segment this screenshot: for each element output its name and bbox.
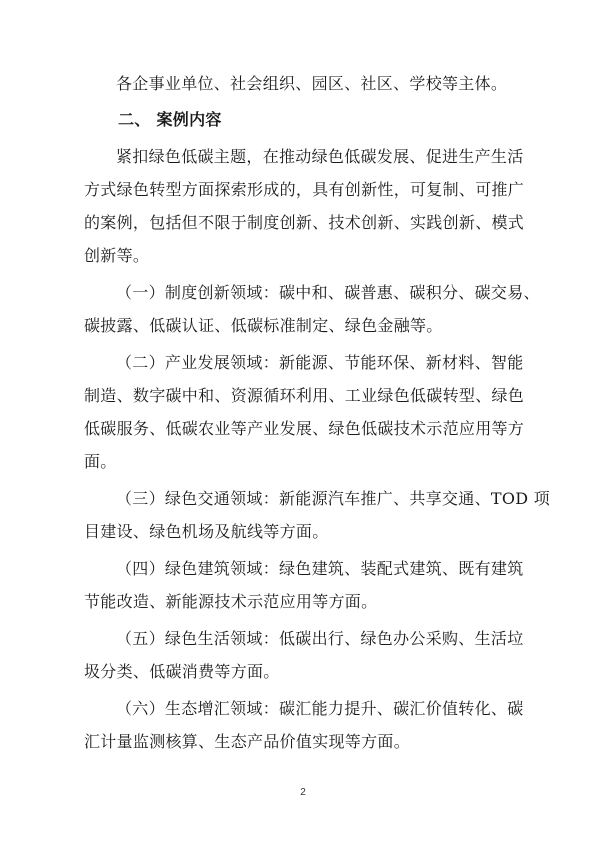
paragraph-line: 的案例，包括但不限于制度创新、技术创新、实践创新、模式 xyxy=(84,213,525,232)
paragraph-line: 紧扣绿色低碳主题，在推动绿色低碳发展、促进生产生活 xyxy=(116,147,524,166)
list-item-line: 低碳服务、低碳农业等产业发展、绿色低碳技术示范应用等方 xyxy=(84,419,525,438)
list-item-line: （三）绿色交通领域：新能源汽车推广、共享交通、TOD 项 xyxy=(116,489,551,508)
list-item-line: 制造、数字碳中和、资源循环利用、工业绿色低碳转型、绿色 xyxy=(84,386,525,405)
list-item-line: 圾分类、低碳消费等方面。 xyxy=(84,662,280,681)
list-item-line: 节能改造、新能源技术示范应用等方面。 xyxy=(84,592,378,611)
list-item-line: （五）绿色生活领域：低碳出行、绿色办公采购、生活垃 xyxy=(116,629,524,648)
list-item-line: （二）产业发展领域：新能源、节能环保、新材料、智能 xyxy=(116,353,524,372)
paragraph-line: 创新等。 xyxy=(84,246,150,265)
list-item-line: （一）制度创新领域：碳中和、碳普惠、碳积分、碳交易、 xyxy=(116,283,540,302)
list-item-line: （四）绿色建筑领域：绿色建筑、装配式建筑、既有建筑 xyxy=(116,559,524,578)
paragraph-line: 方式绿色转型方面探索形成的，具有创新性，可复制、可推广 xyxy=(84,180,525,199)
list-item-line: 面。 xyxy=(84,452,117,471)
list-item-line: 目建设、绿色机场及航线等方面。 xyxy=(84,522,329,541)
section-heading: 二、 案例内容 xyxy=(118,110,222,129)
list-item-line: 碳披露、低碳认证、低碳标准制定、绿色金融等。 xyxy=(84,316,443,335)
list-item-line: 汇计量监测核算、生态产品价值实现等方面。 xyxy=(84,732,411,751)
text-line: 各企事业单位、社会组织、园区、社区、学校等主体。 xyxy=(116,74,508,93)
list-item-line: （六）生态增汇领域：碳汇能力提升、碳汇价值转化、碳 xyxy=(116,699,524,718)
page-number: 2 xyxy=(300,787,306,798)
